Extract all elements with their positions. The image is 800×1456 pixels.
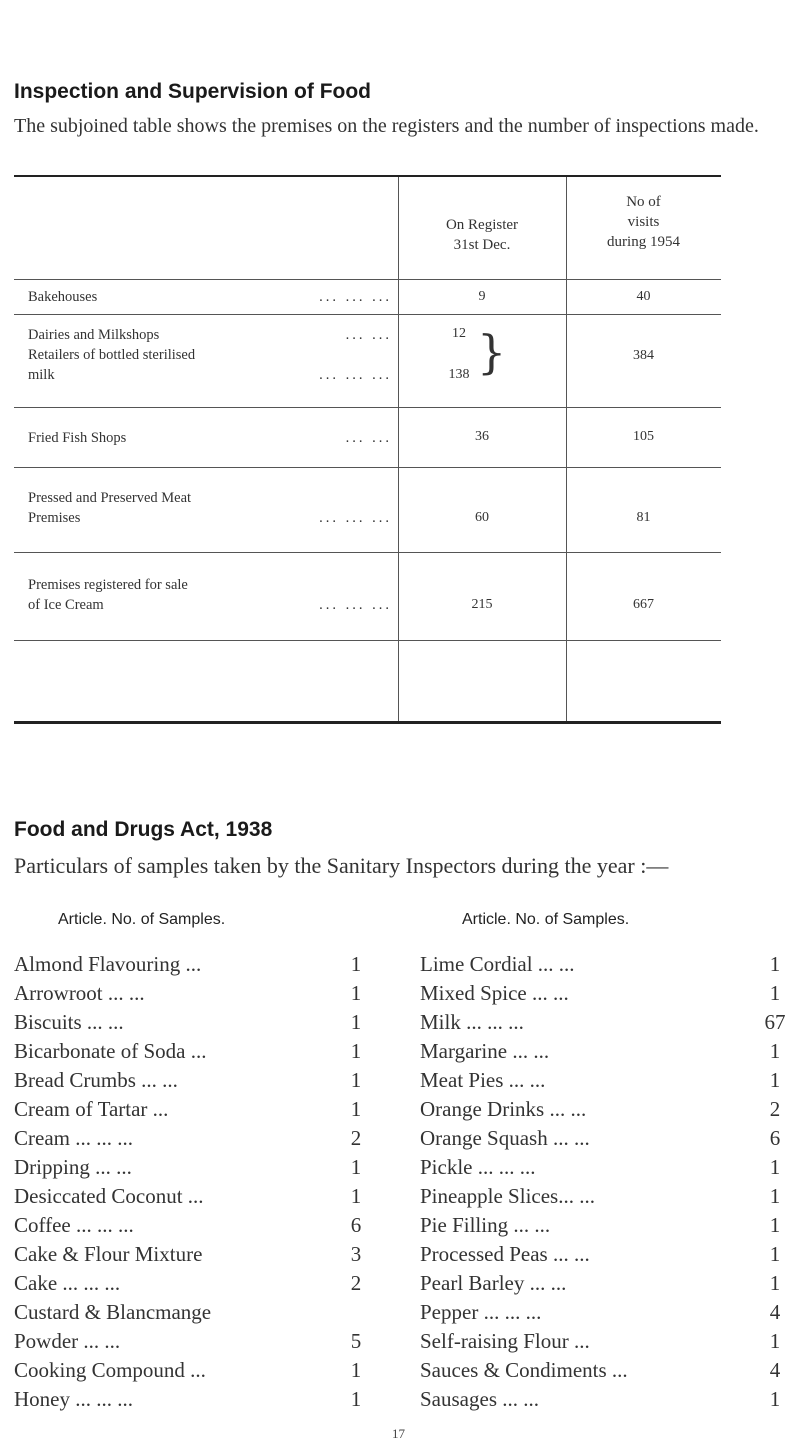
sample-row xyxy=(14,1211,374,1240)
register-bakehouses: 9 xyxy=(478,289,486,304)
sample-article: Cooking Compound ... xyxy=(14,1358,206,1382)
register-ice-cream: 215 xyxy=(471,597,493,612)
sample-article: Processed Peas ... ... xyxy=(420,1242,590,1266)
brace-icon: } xyxy=(477,325,507,379)
sample-article: Meat Pies ... ... xyxy=(420,1068,546,1092)
sample-row xyxy=(14,1095,374,1124)
header-on-register: On Register 31st Dec. xyxy=(445,217,519,253)
sample-count: 1 xyxy=(769,981,781,1005)
sample-article: Margarine ... ... xyxy=(420,1039,550,1063)
sample-article: Coffee ... ... ... xyxy=(14,1213,134,1237)
visits-fried-fish: 105 xyxy=(633,429,654,444)
sample-article: Honey ... ... ... xyxy=(14,1387,133,1411)
sample-count: 4 xyxy=(769,1358,781,1382)
sample-count: 1 xyxy=(350,1010,362,1034)
sample-article: Dripping ... ... xyxy=(14,1155,132,1179)
register-fried-fish: 36 xyxy=(475,429,489,444)
visits-pressed-meat: 81 xyxy=(636,510,651,525)
sample-count: 2 xyxy=(769,1097,781,1121)
sample-row xyxy=(14,950,374,979)
sample-article: Sausages ... ... xyxy=(420,1387,539,1411)
sample-count: 67 xyxy=(764,1010,786,1034)
section-title-food-drugs: Food and Drugs Act, 1938 xyxy=(14,818,273,841)
sample-count: 1 xyxy=(769,1184,781,1208)
sample-count: 1 xyxy=(350,1155,362,1179)
row-label-bakehouses: Bakehouses ... ... ... xyxy=(28,289,392,305)
sample-count: 1 xyxy=(769,1155,781,1179)
sample-article: Pickle ... ... ... xyxy=(420,1155,536,1179)
sample-article: Pearl Barley ... ... xyxy=(420,1271,567,1295)
row-label-ice-cream: Premises registered for sale of Ice Cream ... ... ... xyxy=(28,577,392,613)
sample-row xyxy=(420,1153,790,1182)
sample-count: 1 xyxy=(769,1387,781,1411)
sample-row xyxy=(420,1037,790,1066)
sample-article: Pineapple Slices... ... xyxy=(420,1184,595,1208)
sample-row xyxy=(14,1153,374,1182)
sample-count: 1 xyxy=(350,952,362,976)
sample-row xyxy=(420,950,790,979)
sample-count: 1 xyxy=(350,1387,362,1411)
sample-row xyxy=(14,1356,374,1385)
row-label-pressed-meat: Pressed and Preserved Meat Premises ... ... ... xyxy=(28,490,392,526)
sample-article: Cream of Tartar ... xyxy=(14,1097,169,1121)
sample-article: Arrowroot ... ... xyxy=(14,981,145,1005)
sample-article: Biscuits ... ... xyxy=(14,1010,124,1034)
sample-count: 1 xyxy=(350,1184,362,1208)
sample-count: 1 xyxy=(350,1358,362,1382)
sample-count: 1 xyxy=(769,1213,781,1237)
sample-count: 2 xyxy=(350,1271,362,1295)
sample-row xyxy=(14,1327,374,1356)
sample-row xyxy=(420,1327,790,1356)
sample-count: 1 xyxy=(769,1271,781,1295)
sample-row xyxy=(420,1385,790,1414)
sample-row xyxy=(420,1008,790,1037)
register-pressed-meat: 60 xyxy=(475,510,489,525)
sample-count: 1 xyxy=(769,952,781,976)
sample-row xyxy=(14,1298,374,1327)
sample-article: Custard & Blancmange xyxy=(14,1300,212,1324)
sample-article: Lime Cordial ... ... xyxy=(420,952,575,976)
sample-article: Self-raising Flour ... xyxy=(420,1329,590,1353)
sample-row xyxy=(14,1182,374,1211)
sample-article: Almond Flavouring ... xyxy=(14,952,202,976)
sample-row xyxy=(420,979,790,1008)
register-dairies: 12 xyxy=(452,326,466,341)
sample-count: 1 xyxy=(769,1039,781,1063)
row-label-fried-fish: Fried Fish Shops ... ... xyxy=(28,430,392,446)
right-sample-list xyxy=(420,950,790,1414)
sample-count: 1 xyxy=(350,1039,362,1063)
sample-count: 1 xyxy=(350,1097,362,1121)
samples-intro: Particulars of samples taken by the Sanitary Inspectors during the year :— xyxy=(14,853,669,878)
sample-article: Mixed Spice ... ... xyxy=(420,981,569,1005)
sample-row xyxy=(420,1066,790,1095)
visits-dairies: 384 xyxy=(633,348,654,363)
sample-row xyxy=(14,1240,374,1269)
sample-article: Cream ... ... ... xyxy=(14,1126,133,1150)
sample-row xyxy=(420,1269,790,1298)
sample-article: Pie Filling ... ... xyxy=(420,1213,551,1237)
sample-article: Cake ... ... ... xyxy=(14,1271,121,1295)
register-retailers: 138 xyxy=(448,367,470,382)
sample-count: 6 xyxy=(769,1126,781,1150)
sample-row xyxy=(14,1037,374,1066)
sample-row xyxy=(420,1124,790,1153)
sample-count: 3 xyxy=(350,1242,362,1266)
sample-article: Orange Squash ... ... xyxy=(420,1126,590,1150)
inspection-intro: The subjoined table shows the premises on the registers and the number of inspections made. xyxy=(14,115,759,137)
sample-row xyxy=(14,1066,374,1095)
sample-row xyxy=(420,1356,790,1385)
sample-article: Sauces & Condiments ... xyxy=(420,1358,628,1382)
page-number: 17 xyxy=(392,1426,405,1441)
sample-article: Bread Crumbs ... ... xyxy=(14,1068,178,1092)
sample-article: Orange Drinks ... ... xyxy=(420,1097,587,1121)
sample-article: Milk ... ... ... xyxy=(420,1010,524,1034)
sample-row xyxy=(14,1124,374,1153)
register-table xyxy=(14,175,721,724)
sample-row xyxy=(14,1269,374,1298)
sample-row xyxy=(14,1385,374,1414)
sample-article: Powder ... ... xyxy=(14,1329,121,1353)
sample-count: 1 xyxy=(350,1068,362,1092)
sample-count: 5 xyxy=(350,1329,362,1353)
sample-row xyxy=(420,1095,790,1124)
sample-article: Desiccated Coconut ... xyxy=(14,1184,204,1208)
sample-count: 1 xyxy=(769,1242,781,1266)
sample-row xyxy=(14,1008,374,1037)
right-column-header: Article. No. of Samples. xyxy=(462,911,630,928)
visits-ice-cream: 667 xyxy=(633,597,654,612)
sample-count: 6 xyxy=(350,1213,362,1237)
left-column-header: Article. No. of Samples. xyxy=(58,911,226,928)
sample-article: Bicarbonate of Soda ... xyxy=(14,1039,207,1063)
sample-row xyxy=(420,1298,790,1327)
sample-count: 4 xyxy=(769,1300,781,1324)
sample-article: Pepper ... ... ... xyxy=(420,1300,542,1324)
sample-row xyxy=(14,979,374,1008)
visits-bakehouses: 40 xyxy=(636,289,651,304)
row-label-dairies: Dairies and Milkshops ... ... Retailers of bottled sterilised milk ... ... ... xyxy=(28,327,392,383)
sample-article: Cake & Flour Mixture xyxy=(14,1242,203,1266)
sample-row xyxy=(420,1240,790,1269)
left-sample-list xyxy=(14,950,374,1414)
sample-count: 1 xyxy=(350,981,362,1005)
sample-count: 1 xyxy=(769,1068,781,1092)
section-title-inspection: Inspection and Supervision of Food xyxy=(14,80,372,103)
sample-row xyxy=(420,1182,790,1211)
header-visits: No of visits during 1954 xyxy=(607,194,680,250)
sample-row xyxy=(420,1211,790,1240)
sample-count: 2 xyxy=(350,1126,362,1150)
sample-count: 1 xyxy=(769,1329,781,1353)
